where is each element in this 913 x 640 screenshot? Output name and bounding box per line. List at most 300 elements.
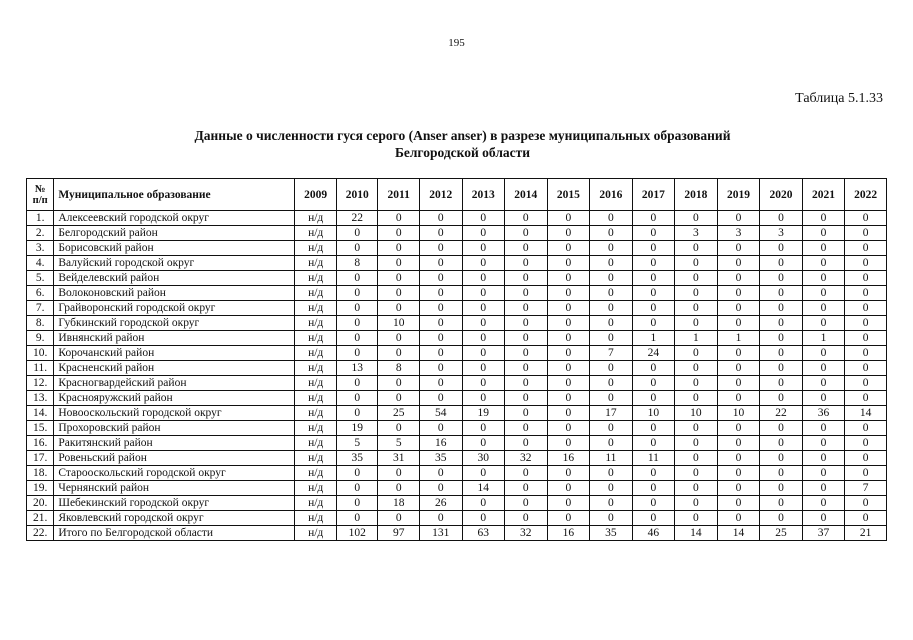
value-cell: 0 <box>632 241 675 256</box>
value-cell: 0 <box>505 436 548 451</box>
value-cell: 0 <box>760 361 803 376</box>
value-cell: н/д <box>295 271 337 286</box>
value-cell: 14 <box>675 526 718 541</box>
value-cell: 0 <box>717 271 760 286</box>
row-number: 6. <box>27 286 54 301</box>
value-cell: 0 <box>336 391 378 406</box>
header-year: 2009 <box>295 179 337 211</box>
value-cell: 0 <box>845 331 887 346</box>
header-year: 2010 <box>336 179 378 211</box>
value-cell: 0 <box>378 211 420 226</box>
value-cell: 0 <box>590 211 633 226</box>
value-cell: 0 <box>760 271 803 286</box>
value-cell: н/д <box>295 331 337 346</box>
value-cell: н/д <box>295 241 337 256</box>
value-cell: 0 <box>590 436 633 451</box>
value-cell: 16 <box>419 436 462 451</box>
value-cell: 0 <box>547 436 590 451</box>
row-number: 15. <box>27 421 54 436</box>
value-cell: 22 <box>336 211 378 226</box>
value-cell: 0 <box>336 496 378 511</box>
value-cell: 0 <box>675 301 718 316</box>
value-cell: 0 <box>462 301 505 316</box>
value-cell: н/д <box>295 406 337 421</box>
value-cell: 0 <box>802 241 845 256</box>
value-cell: 0 <box>717 361 760 376</box>
table-row <box>27 286 887 301</box>
table-row <box>27 271 887 286</box>
document-title-line-1: Данные о численности гуся серого (Anser anser) в разрезе муниципальных образований <box>194 128 731 143</box>
value-cell: 0 <box>632 301 675 316</box>
value-cell: 0 <box>419 391 462 406</box>
value-cell: 0 <box>802 436 845 451</box>
value-cell: 0 <box>419 301 462 316</box>
value-cell: 0 <box>845 256 887 271</box>
value-cell: 0 <box>632 436 675 451</box>
table-row <box>27 256 887 271</box>
value-cell: 0 <box>760 301 803 316</box>
value-cell: 0 <box>675 511 718 526</box>
value-cell: 11 <box>590 451 633 466</box>
value-cell: 0 <box>336 301 378 316</box>
row-number: 11. <box>27 361 54 376</box>
value-cell: 0 <box>717 436 760 451</box>
value-cell: 0 <box>336 286 378 301</box>
value-cell: 0 <box>547 496 590 511</box>
value-cell: 0 <box>802 451 845 466</box>
value-cell: 0 <box>760 481 803 496</box>
table-row <box>27 451 887 466</box>
value-cell: 10 <box>675 406 718 421</box>
value-cell: 0 <box>802 361 845 376</box>
value-cell: 0 <box>378 511 420 526</box>
value-cell: 0 <box>632 271 675 286</box>
value-cell: 0 <box>462 316 505 331</box>
table-row <box>27 361 887 376</box>
row-number: 5. <box>27 271 54 286</box>
value-cell: 0 <box>845 466 887 481</box>
value-cell: 0 <box>336 271 378 286</box>
value-cell: 0 <box>378 286 420 301</box>
value-cell: 0 <box>717 211 760 226</box>
value-cell: 0 <box>590 316 633 331</box>
value-cell: 0 <box>760 256 803 271</box>
value-cell: 0 <box>590 376 633 391</box>
table-body <box>27 211 887 541</box>
municipality-name: Белгородский район <box>54 226 295 241</box>
row-number: 14. <box>27 406 54 421</box>
table-row <box>27 406 887 421</box>
municipality-name: Красногвардейский район <box>54 376 295 391</box>
value-cell: 0 <box>717 391 760 406</box>
value-cell: 14 <box>717 526 760 541</box>
value-cell: 0 <box>802 286 845 301</box>
value-cell: 22 <box>760 406 803 421</box>
value-cell: н/д <box>295 256 337 271</box>
row-number: 16. <box>27 436 54 451</box>
value-cell: 0 <box>760 211 803 226</box>
table-label: Таблица 5.1.33 <box>795 91 883 106</box>
municipality-name: Корочанский район <box>54 346 295 361</box>
header-num-line-2: п/п <box>32 194 48 206</box>
header-year: 2014 <box>505 179 548 211</box>
value-cell: н/д <box>295 481 337 496</box>
value-cell: н/д <box>295 466 337 481</box>
value-cell: 0 <box>760 376 803 391</box>
value-cell: 0 <box>336 241 378 256</box>
value-cell: 0 <box>632 286 675 301</box>
value-cell: 0 <box>378 376 420 391</box>
header-num-line-1: № <box>34 183 46 195</box>
value-cell: 0 <box>462 496 505 511</box>
value-cell: н/д <box>295 376 337 391</box>
municipality-name: Итого по Белгородской области <box>54 526 295 541</box>
table-row <box>27 466 887 481</box>
value-cell: 0 <box>802 481 845 496</box>
value-cell: 0 <box>632 481 675 496</box>
value-cell: 0 <box>802 421 845 436</box>
value-cell: 0 <box>505 256 548 271</box>
value-cell: 0 <box>378 346 420 361</box>
value-cell: 0 <box>675 376 718 391</box>
value-cell: 0 <box>419 466 462 481</box>
municipality-name: Новооскольский городской округ <box>54 406 295 421</box>
value-cell: 0 <box>845 301 887 316</box>
value-cell: 0 <box>717 346 760 361</box>
value-cell: 0 <box>760 421 803 436</box>
value-cell: 0 <box>675 391 718 406</box>
value-cell: н/д <box>295 361 337 376</box>
table-row <box>27 226 887 241</box>
value-cell: 0 <box>462 256 505 271</box>
value-cell: 0 <box>717 316 760 331</box>
value-cell: 0 <box>845 346 887 361</box>
value-cell: 0 <box>419 421 462 436</box>
value-cell: 0 <box>462 331 505 346</box>
value-cell: 0 <box>505 496 548 511</box>
value-cell: 0 <box>632 421 675 436</box>
value-cell: 3 <box>675 226 718 241</box>
value-cell: 0 <box>419 211 462 226</box>
value-cell: 0 <box>378 391 420 406</box>
value-cell: 0 <box>760 466 803 481</box>
document-title-line-2: Белгородской области <box>394 145 531 160</box>
municipality-name: Валуйский городской округ <box>54 256 295 271</box>
municipality-name: Чернянский район <box>54 481 295 496</box>
value-cell: 46 <box>632 526 675 541</box>
value-cell: 0 <box>802 346 845 361</box>
value-cell: 0 <box>378 271 420 286</box>
value-cell: 97 <box>378 526 420 541</box>
value-cell: 0 <box>845 211 887 226</box>
value-cell: 0 <box>462 271 505 286</box>
municipality-name: Ровеньский район <box>54 451 295 466</box>
value-cell: 35 <box>336 451 378 466</box>
municipality-name: Яковлевский городской округ <box>54 511 295 526</box>
value-cell: 25 <box>378 406 420 421</box>
municipality-name: Прохоровский район <box>54 421 295 436</box>
value-cell: 0 <box>505 346 548 361</box>
value-cell: 0 <box>632 256 675 271</box>
value-cell: 0 <box>419 286 462 301</box>
value-cell: 0 <box>378 241 420 256</box>
value-cell: 0 <box>675 256 718 271</box>
value-cell: 0 <box>505 481 548 496</box>
value-cell: 0 <box>845 271 887 286</box>
row-number: 9. <box>27 331 54 346</box>
value-cell: 0 <box>632 511 675 526</box>
value-cell: 0 <box>505 376 548 391</box>
value-cell: 0 <box>462 421 505 436</box>
value-cell: 0 <box>590 226 633 241</box>
value-cell: 36 <box>802 406 845 421</box>
value-cell: 0 <box>760 316 803 331</box>
value-cell: 0 <box>632 496 675 511</box>
value-cell: 0 <box>802 376 845 391</box>
value-cell: 0 <box>336 511 378 526</box>
value-cell: н/д <box>295 511 337 526</box>
value-cell: 102 <box>336 526 378 541</box>
row-number: 17. <box>27 451 54 466</box>
value-cell: 1 <box>632 331 675 346</box>
value-cell: 0 <box>462 361 505 376</box>
value-cell: 0 <box>675 271 718 286</box>
value-cell: 0 <box>505 406 548 421</box>
value-cell: н/д <box>295 436 337 451</box>
value-cell: 0 <box>547 301 590 316</box>
value-cell: 0 <box>845 451 887 466</box>
value-cell: 0 <box>378 481 420 496</box>
value-cell: 0 <box>419 241 462 256</box>
value-cell: 1 <box>802 331 845 346</box>
value-cell: 0 <box>802 466 845 481</box>
value-cell: 0 <box>547 391 590 406</box>
value-cell: 0 <box>632 376 675 391</box>
value-cell: 7 <box>845 481 887 496</box>
value-cell: н/д <box>295 496 337 511</box>
value-cell: 0 <box>547 481 590 496</box>
value-cell: 0 <box>462 241 505 256</box>
value-cell: н/д <box>295 451 337 466</box>
value-cell: 0 <box>632 361 675 376</box>
value-cell: 0 <box>462 226 505 241</box>
value-cell: 0 <box>590 511 633 526</box>
value-cell: 0 <box>590 286 633 301</box>
row-number: 7. <box>27 301 54 316</box>
value-cell: 0 <box>336 466 378 481</box>
table-row <box>27 211 887 226</box>
value-cell: 0 <box>845 226 887 241</box>
value-cell: 0 <box>419 481 462 496</box>
value-cell: 17 <box>590 406 633 421</box>
value-cell: 0 <box>419 226 462 241</box>
row-number: 21. <box>27 511 54 526</box>
value-cell: 0 <box>505 316 548 331</box>
value-cell: 0 <box>505 286 548 301</box>
value-cell: 1 <box>675 331 718 346</box>
document-title <box>0 127 913 161</box>
value-cell: 8 <box>336 256 378 271</box>
municipality-name: Алексеевский городской округ <box>54 211 295 226</box>
table-row <box>27 421 887 436</box>
value-cell: 0 <box>378 226 420 241</box>
value-cell: 0 <box>336 316 378 331</box>
value-cell: 0 <box>590 241 633 256</box>
value-cell: 0 <box>675 451 718 466</box>
value-cell: 0 <box>717 241 760 256</box>
value-cell: 0 <box>505 331 548 346</box>
value-cell: н/д <box>295 391 337 406</box>
table-row <box>27 331 887 346</box>
value-cell: 0 <box>760 241 803 256</box>
value-cell: 0 <box>378 256 420 271</box>
table-row <box>27 241 887 256</box>
value-cell: 0 <box>845 376 887 391</box>
population-table <box>26 178 887 541</box>
value-cell: 0 <box>505 466 548 481</box>
table-row <box>27 316 887 331</box>
value-cell: 10 <box>717 406 760 421</box>
value-cell: 0 <box>675 316 718 331</box>
value-cell: 0 <box>717 481 760 496</box>
value-cell: 18 <box>378 496 420 511</box>
value-cell: 0 <box>802 496 845 511</box>
row-number: 18. <box>27 466 54 481</box>
value-cell: 0 <box>717 496 760 511</box>
value-cell: 0 <box>802 271 845 286</box>
value-cell: 0 <box>462 511 505 526</box>
value-cell: 0 <box>419 376 462 391</box>
value-cell: 13 <box>336 361 378 376</box>
municipality-name: Ракитянский район <box>54 436 295 451</box>
value-cell: 0 <box>675 436 718 451</box>
value-cell: 3 <box>760 226 803 241</box>
value-cell: 0 <box>505 301 548 316</box>
value-cell: 0 <box>505 511 548 526</box>
value-cell: 0 <box>845 421 887 436</box>
value-cell: 16 <box>547 526 590 541</box>
value-cell: 0 <box>547 226 590 241</box>
header-year: 2018 <box>675 179 718 211</box>
value-cell: 0 <box>802 316 845 331</box>
value-cell: 0 <box>760 451 803 466</box>
value-cell: 0 <box>547 271 590 286</box>
value-cell: 0 <box>505 226 548 241</box>
municipality-name: Ивнянский район <box>54 331 295 346</box>
value-cell: 54 <box>419 406 462 421</box>
value-cell: 19 <box>336 421 378 436</box>
value-cell: 0 <box>547 346 590 361</box>
row-number: 3. <box>27 241 54 256</box>
value-cell: 0 <box>760 331 803 346</box>
municipality-name: Шебекинский городской округ <box>54 496 295 511</box>
table-row <box>27 481 887 496</box>
value-cell: 0 <box>462 211 505 226</box>
row-number: 2. <box>27 226 54 241</box>
value-cell: 21 <box>845 526 887 541</box>
value-cell: 0 <box>419 346 462 361</box>
value-cell: 0 <box>547 361 590 376</box>
value-cell: 1 <box>717 331 760 346</box>
header-year: 2022 <box>845 179 887 211</box>
value-cell: 0 <box>336 331 378 346</box>
municipality-name: Волоконовский район <box>54 286 295 301</box>
municipality-name: Борисовский район <box>54 241 295 256</box>
value-cell: 0 <box>675 286 718 301</box>
value-cell: 30 <box>462 451 505 466</box>
value-cell: 0 <box>802 391 845 406</box>
value-cell: 0 <box>717 256 760 271</box>
value-cell: 0 <box>845 511 887 526</box>
value-cell: 0 <box>419 271 462 286</box>
value-cell: н/д <box>295 346 337 361</box>
value-cell: 0 <box>462 436 505 451</box>
table-row <box>27 346 887 361</box>
value-cell: 0 <box>802 211 845 226</box>
table-row <box>27 376 887 391</box>
value-cell: 0 <box>632 226 675 241</box>
value-cell: 3 <box>717 226 760 241</box>
value-cell: н/д <box>295 316 337 331</box>
value-cell: 19 <box>462 406 505 421</box>
value-cell: 0 <box>632 211 675 226</box>
value-cell: 0 <box>760 391 803 406</box>
value-cell: 0 <box>547 331 590 346</box>
value-cell: н/д <box>295 211 337 226</box>
value-cell: 0 <box>378 301 420 316</box>
value-cell: 0 <box>845 286 887 301</box>
value-cell: 0 <box>590 331 633 346</box>
value-cell: 31 <box>378 451 420 466</box>
municipality-name: Губкинский городской округ <box>54 316 295 331</box>
value-cell: 7 <box>590 346 633 361</box>
header-row <box>27 179 887 211</box>
value-cell: 0 <box>760 511 803 526</box>
municipality-name: Краснояружский район <box>54 391 295 406</box>
value-cell: н/д <box>295 226 337 241</box>
value-cell: 0 <box>845 241 887 256</box>
value-cell: н/д <box>295 421 337 436</box>
value-cell: 11 <box>632 451 675 466</box>
value-cell: 0 <box>590 301 633 316</box>
table-row <box>27 496 887 511</box>
value-cell: 0 <box>336 346 378 361</box>
row-number: 12. <box>27 376 54 391</box>
value-cell: 0 <box>802 301 845 316</box>
value-cell: 0 <box>590 421 633 436</box>
table-row <box>27 301 887 316</box>
value-cell: 0 <box>547 316 590 331</box>
value-cell: 0 <box>632 316 675 331</box>
value-cell: 0 <box>547 241 590 256</box>
value-cell: 0 <box>378 466 420 481</box>
value-cell: 0 <box>336 406 378 421</box>
value-cell: н/д <box>295 526 337 541</box>
value-cell: 0 <box>760 346 803 361</box>
value-cell: 0 <box>547 466 590 481</box>
value-cell: 131 <box>419 526 462 541</box>
value-cell: 0 <box>505 361 548 376</box>
value-cell: 0 <box>547 376 590 391</box>
value-cell: 0 <box>717 511 760 526</box>
value-cell: 0 <box>675 241 718 256</box>
value-cell: 0 <box>547 256 590 271</box>
value-cell: 26 <box>419 496 462 511</box>
value-cell: н/д <box>295 286 337 301</box>
value-cell: 0 <box>717 376 760 391</box>
value-cell: 0 <box>717 451 760 466</box>
row-number: 19. <box>27 481 54 496</box>
